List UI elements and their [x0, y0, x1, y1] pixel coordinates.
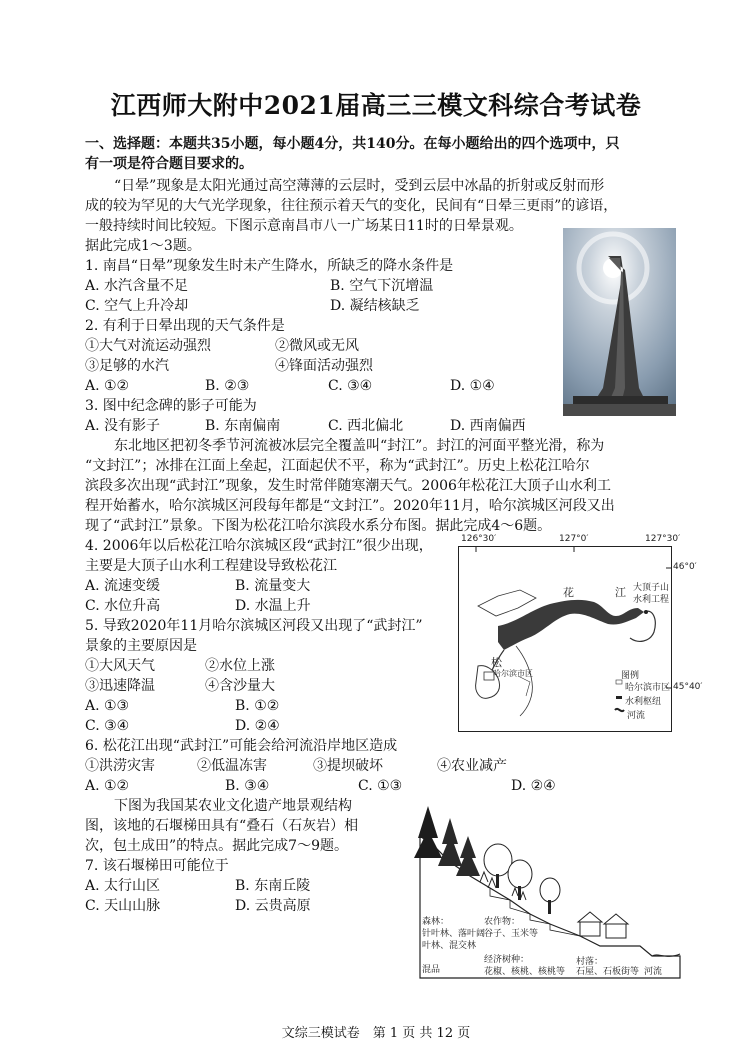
q6-item-3: ③提坝破坏 [313, 758, 383, 774]
q7-option-a: A. 太行山区 [85, 878, 161, 894]
q6-item-1: ①洪涝灾害 [85, 758, 155, 774]
landscape-forest-label: 森林： [422, 917, 450, 927]
q6-item-2: ②低温冻害 [197, 758, 267, 774]
section-heading-cont: 有一项是符合题目要求的。 [85, 156, 253, 172]
passage3-line1: 下图为我国某农业文化遗产地景观结构 [114, 798, 352, 814]
halo-photo [563, 228, 676, 416]
landscape-river-label: 河流 [644, 967, 663, 977]
map-river-char-1: 花 [563, 586, 574, 599]
map-legend-city: 哈尔滨市区 [625, 683, 671, 693]
passage1-line4: 据此完成1～3题。 [85, 238, 201, 254]
map-river-char-3: 松 [491, 656, 502, 669]
q5-option-a: A. ①③ [85, 698, 130, 714]
q4-stem-line1: 4. 2006年以后松花江哈尔滨城区段“武封江”很少出现， [85, 538, 433, 554]
passage1-line1: “日晕”现象是太阳光通过高空薄薄的云层时，受到云层中冰晶的折射或反射而形 [114, 178, 605, 194]
q2-stem: 2. 有利于日晕出现的天气条件是 [85, 318, 285, 334]
map-dam-label-1: 大顶子山 [633, 583, 670, 593]
q7-option-b: B. 东南丘陵 [235, 878, 311, 894]
landscape-peak-label: 混品 [422, 965, 441, 975]
q1-option-b: B. 空气下沉增温 [330, 278, 434, 294]
map-legend-dam: 水利枢纽 [625, 697, 662, 707]
q5-option-d: D. ②④ [235, 718, 280, 734]
q3-option-a: A. 没有影子 [85, 418, 161, 434]
q6-option-a: A. ①② [85, 778, 130, 794]
q5-item-1: ①大风天气 [85, 658, 155, 674]
map-river-char-2: 江 [615, 586, 626, 599]
q2-item-4: ④锋面活动强烈 [275, 358, 373, 374]
q2-option-c: C. ③④ [328, 378, 373, 394]
q3-option-c: C. 西北偏北 [328, 418, 404, 434]
q6-option-c: C. ①③ [358, 778, 403, 794]
landscape-diagram [400, 796, 680, 978]
passage2-line5: 现了“武封江”景象。下图为松花江哈尔滨段水系分布图。据此完成4～6题。 [85, 518, 552, 534]
q4-option-d: D. 水温上升 [235, 598, 311, 614]
landscape-village-desc: 石屋、石板街等 [576, 967, 640, 977]
passage2-line1: 东北地区把初冬季节河流被冰层完全覆盖叫“封江”。封江的河面平整光滑，称为 [114, 438, 605, 454]
q2-item-2: ②微风或无风 [275, 338, 359, 354]
q2-option-b: B. ②③ [205, 378, 250, 394]
halo-photo-image [563, 228, 676, 416]
q5-option-b: B. ①② [235, 698, 280, 714]
passage1-line2: 成的较为罕见的大气光学现象，往往预示着天气的变化，民间有“日晕三更雨”的谚语， [85, 198, 618, 214]
landscape-trees-desc: 花椒、核桃、核桃等 [484, 967, 566, 977]
map-lon-label-2: 127°0′ [559, 534, 589, 544]
q5-stem-line1: 5. 导致2020年11月哈尔滨城区河段又出现了“武封江” [85, 618, 423, 634]
map-lat-label-2: 45°40′ [673, 682, 703, 692]
q3-option-b: B. 东南偏南 [205, 418, 281, 434]
passage1-line3: 一般持续时间比较短。下图示意南昌市八一广场某日11时的日晕景观。 [85, 218, 523, 234]
passage3-line2: 图，该地的石堰梯田具有“叠石（石灰岩）相 [85, 818, 359, 834]
map-lat-label-1: 46°0′ [673, 562, 697, 572]
q4-option-a: A. 流速变缓 [85, 578, 161, 594]
landscape-crops-desc: 谷子、玉米等 [484, 929, 539, 939]
q7-option-d: D. 云贵高原 [235, 898, 311, 914]
passage3-line3: 次，包土成田”的特点。据此完成7～9题。 [85, 838, 348, 854]
q3-option-d: D. 西南偏西 [450, 418, 526, 434]
q1-option-c: C. 空气上升冷却 [85, 298, 189, 314]
passage2-line2: “文封江”；冰排在江面上垒起，江面起伏不平，称为“武封江”。历史上松花江哈尔 [85, 458, 590, 474]
map-lon-label-1: 126°30′ [461, 534, 497, 544]
q7-option-c: C. 天山山脉 [85, 898, 161, 914]
q2-item-3: ③足够的水汽 [85, 358, 169, 374]
section-heading: 一、选择题：本题共35小题，每小题4分，共140分。在每小题给出的四个选项中，只 [85, 136, 620, 152]
q4-option-b: B. 流量变大 [235, 578, 311, 594]
map-lon-label-3: 127°30′ [645, 534, 681, 544]
map-legend-title: 图例 [621, 671, 640, 681]
q5-item-2: ②水位上涨 [205, 658, 275, 674]
map-dam-label-2: 水利工程 [633, 595, 670, 605]
landscape-forest-desc2: 叶林、混交林 [422, 941, 477, 951]
q5-option-c: C. ③④ [85, 718, 130, 734]
landscape-crops-label: 农作物： [484, 917, 521, 927]
page-title: 江西师大附中2021届高三三模文科综合考试卷 [110, 91, 642, 120]
landscape-village-label: 村落： [576, 957, 604, 967]
page-footer: 文综三模试卷 第 1 页 共 12 页 [281, 1026, 471, 1041]
q2-option-d: D. ①④ [450, 378, 495, 394]
q5-item-3: ③迅速降温 [85, 678, 155, 694]
q6-option-d: D. ②④ [511, 778, 556, 794]
q3-stem: 3. 图中纪念碑的影子可能为 [85, 398, 257, 414]
q2-item-1: ①大气对流运动强烈 [85, 338, 211, 354]
q4-stem-line2: 主要是大顶子山水利工程建设导致松花江 [85, 558, 337, 574]
map-legend-river: 河流 [627, 711, 646, 721]
q7-stem: 7. 该石堰梯田可能位于 [85, 858, 229, 874]
q1-stem: 1. 南昌“日晕”现象发生时未产生降水，所缺乏的降水条件是 [85, 258, 454, 274]
q6-item-4: ④农业减产 [437, 758, 507, 774]
q4-option-c: C. 水位升高 [85, 598, 161, 614]
q6-stem: 6. 松花江出现“武封江”可能会给河流沿岸地区造成 [85, 738, 398, 754]
q5-item-4: ④含沙量大 [205, 678, 275, 694]
river-map [455, 534, 703, 734]
map-city-label: 哈尔滨市区 [493, 669, 533, 678]
q5-stem-line2: 景象的主要原因是 [85, 638, 197, 654]
landscape-trees-label: 经济树种： [484, 955, 530, 965]
landscape-forest-desc1: 针叶林、落叶阔 [422, 929, 486, 939]
q2-option-a: A. ①② [85, 378, 130, 394]
passage2-line3: 滨段多次出现“武封江”现象，发生时常伴随寒潮天气。2006年松花江大顶子山水利工 [85, 478, 611, 494]
q1-option-d: D. 凝结核缺乏 [330, 298, 420, 314]
passage2-line4: 程开始蓄水，哈尔滨城区河段每年都是“文封江”。2020年11月，哈尔滨城区河段又出 [85, 498, 615, 514]
q6-option-b: B. ③④ [225, 778, 270, 794]
q1-option-a: A. 水汽含量不足 [85, 278, 189, 294]
